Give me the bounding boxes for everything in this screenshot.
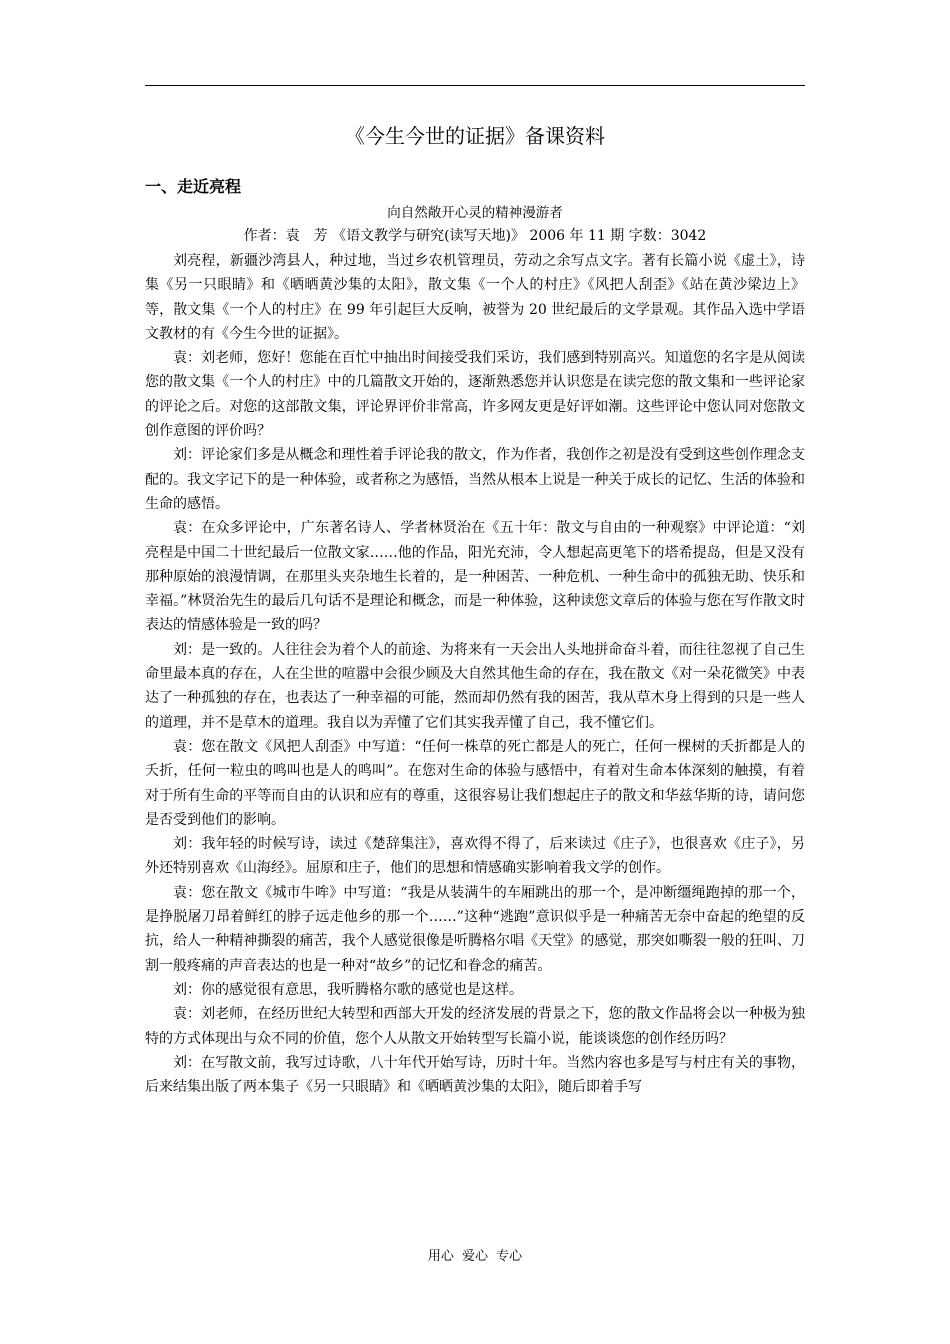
paragraph: 刘：是一致的。人往往会为着个人的前途、为将来有一天会出人头地拼命奋斗着，而往往忽视了自己生命里最本真的存在，人在尘世的喧嚣中会很少顾及大自然其他生命的存在，我在散文《对一朵花微笑》中表达了一种孤独的存在，也表达了一种幸福的可能，然而却仍然有我的困苦，我从草木身上得到的只是一些人的道理，并不是草木的道理。我自以为弄懂了它们其实我弄懂了自己，我不懂它们。 bbox=[145, 641, 805, 731]
paragraph: 刘：评论家们多是从概念和理性着手评论我的散文，作为作者，我创作之初是没有受到这些创作理念支配的。我文字记下的是一种体验，或者称之为感悟，当然从根本上说是一种关于成长的记忆、生活的体验和生命的感悟。 bbox=[145, 447, 805, 512]
section-heading: 一、走近亮程 bbox=[145, 177, 242, 196]
document-title: 《今生今世的证据》备课资料 bbox=[345, 124, 605, 148]
paragraph: 袁：刘老师，您好！您能在百忙中抽出时间接受我们采访，我们感到特别高兴。知道您的名字是从阅读您的散文集《一个人的村庄》中的几篇散文开始的，逐渐熟悉您并认识您是在读完您的散文集和一些评论家的评论之后。对您的这部散文集，评论界评价非常高，许多网友更是好评如潮。这些评论中您认同对您散文创作意图的评价吗？ bbox=[145, 350, 805, 440]
paragraph: 刘：我年轻的时候写诗，读过《楚辞集注》，喜欢得不得了，后来读过《庄子》，也很喜欢《庄子》，另外还特别喜欢《山海经》。屈原和庄子，他们的思想和情感确实影响着我文学的创作。 bbox=[145, 836, 805, 877]
page-footer: 用心 爱心 专心 bbox=[427, 1249, 523, 1264]
paragraph: 袁：刘老师，在经历世纪大转型和西部大开发的经济发展的背景之下，您的散文作品将会以一种极为独特的方式体现出与众不同的价值，您个人从散文开始转型写长篇小说，能谈谈您的创作经历吗？ bbox=[145, 1006, 805, 1047]
article-title: 向自然敞开心灵的精神漫游者 bbox=[387, 205, 563, 221]
article-byline: 作者：袁 芳 《语文教学与研究(读写天地)》 2006 年 11 期 字数：3042 bbox=[243, 228, 707, 244]
paragraph: 袁：在众多评论中，广东著名诗人、学者林贤治在《五十年：散文与自由的一种观察》中评论道：“刘亮程是中国二十世纪最后一位散文家……他的作品，阳光充沛，令人想起高更笔下的塔希提岛，但是又没有那种原始的浪漫情调，在那里头夹杂地生长着的，是一种困苦、一种危机、一种生命中的孤独无助、快乐和幸福。”林贤治先生的最后几句话不是理论和概念，而是一种体验，这种读您文章后的体验与您在写作散文时表达的情感体验是一致的吗？ bbox=[145, 520, 805, 634]
header-rule bbox=[145, 85, 805, 86]
paragraph: 刘亮程，新疆沙湾县人，种过地，当过乡农机管理员，劳动之余写点文字。著有长篇小说《虚土》，诗集《另一只眼睛》和《晒晒黄沙集的太阳》，散文集《一个人的村庄》《风把人刮歪》《站在黄沙梁边上》等，散文集《一个人的村庄》在 99 年引起巨大反响，被誉为 20 世纪最后的文学景观。其作品入选中学语文教材的有《今生今世的证据》。 bbox=[145, 253, 805, 342]
paragraph: 袁：您在散文《城市牛哞》中写道：“我是从装满牛的车厢跳出的那一个，是冲断缰绳跑掉的那一个，是挣脱屠刀昂着鲜红的脖子远走他乡的那一个……”这种“逃跑”意识似乎是一种痛苦无奈中奋起的绝望的反抗，给人一种精神撕裂的痛苦，我个人感觉很像是听腾格尔唱《天堂》的感觉，那突如嘶裂一般的狂叫、刀割一般疼痛的声音表达的也是一种对“故乡”的记忆和眷念的痛苦。 bbox=[145, 884, 805, 974]
article-body bbox=[145, 249, 805, 1099]
paragraph: 袁：您在散文《风把人刮歪》中写道：“任何一株草的死亡都是人的死亡，任何一棵树的夭折都是人的夭折，任何一粒虫的鸣叫也是人的鸣叫”。在您对生命的体验与感悟中，有着对生命本体深刻的触摸，有着对于所有生命的平等而自由的认识和应有的尊重，这很容易让我们想起庄子的散文和华兹华斯的诗，请问您是否受到他们的影响。 bbox=[145, 738, 805, 828]
paragraph: 刘：在写散文前，我写过诗歌，八十年代开始写诗，历时十年。当然内容也多是写与村庄有关的事物，后来结集出版了两本集子《另一只眼睛》和《晒晒黄沙集的太阳》，随后即着手写 bbox=[145, 1054, 805, 1096]
paragraph: 刘：你的感觉很有意思，我听腾格尔歌的感觉也是这样。 bbox=[173, 981, 523, 998]
